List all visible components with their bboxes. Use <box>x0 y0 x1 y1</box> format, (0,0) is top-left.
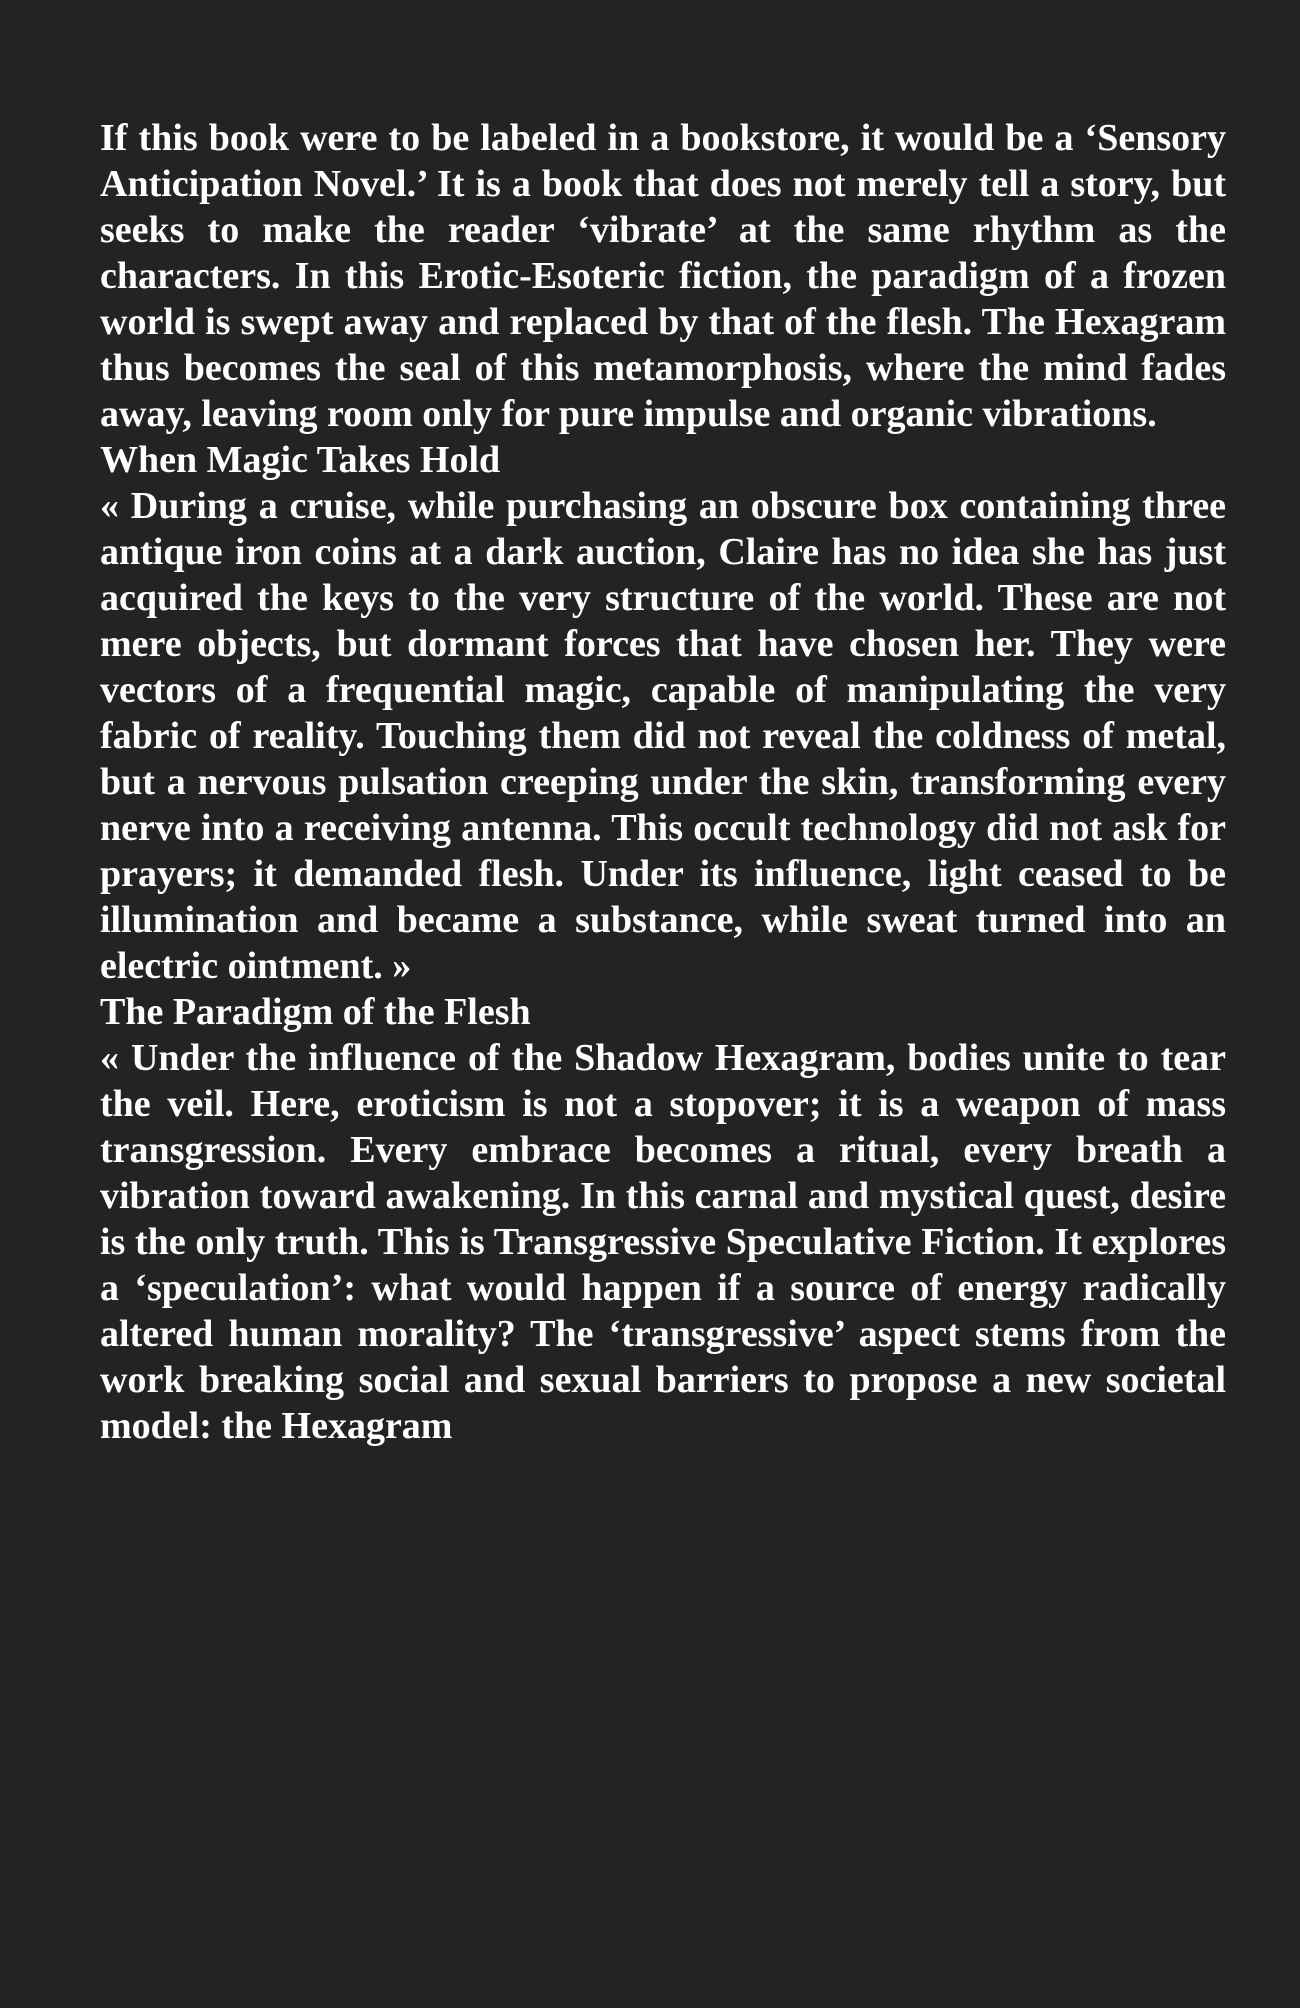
section-heading-magic: When Magic Takes Hold <box>100 439 501 481</box>
intro-paragraph: If this book were to be labeled in a bookstore, it would be a ‘Sensory Anticipation Novel.’ It is a book that does not merely tell a story, but seeks to make the reader ‘vibrate’ at the same rhythm as the characters. In this Erotic-Esoteric fiction, the paradigm of a frozen world is swept away and replaced by that of the flesh. The Hexagram thus becomes the seal of this metamorphosis, where the mind fades away, leaving room only for pure impulse and organic vibrations. <box>100 117 1226 435</box>
section-heading-flesh: The Paradigm of the Flesh <box>100 991 531 1033</box>
section-body-flesh: « Under the influence of the Shadow Hexagram, bodies unite to tear the veil. Here, eroticism is not a stopover; it is a weapon of mass transgression. Every embrace becomes a ritual, every breath a vibration toward awakening. In this carnal and mystical quest, desire is the only truth. This is Transgressive Speculative Fiction. It explores a ‘speculation’: what would happen if a source of energy radically altered human morality? The ‘transgressive’ aspect stems from the work breaking social and sexual barriers to propose a new societal model: the Hexagram <box>100 1037 1226 1447</box>
book-description <box>100 115 1226 1449</box>
section-body-magic: « During a cruise, while purchasing an obscure box containing three antique iron coins at a dark auction, Claire has no idea she has just acquired the keys to the very structure of the world. These are not mere objects, but dormant forces that have chosen her. They were vectors of a frequential magic, capable of manipulating the very fabric of reality. Touching them did not reveal the coldness of metal, but a nervous pulsation creeping under the skin, transforming every nerve into a receiving antenna. This occult technology did not ask for prayers; it demanded flesh. Under its influence, light ceased to be illumination and became a substance, while sweat turned into an electric ointment. » <box>100 485 1226 987</box>
